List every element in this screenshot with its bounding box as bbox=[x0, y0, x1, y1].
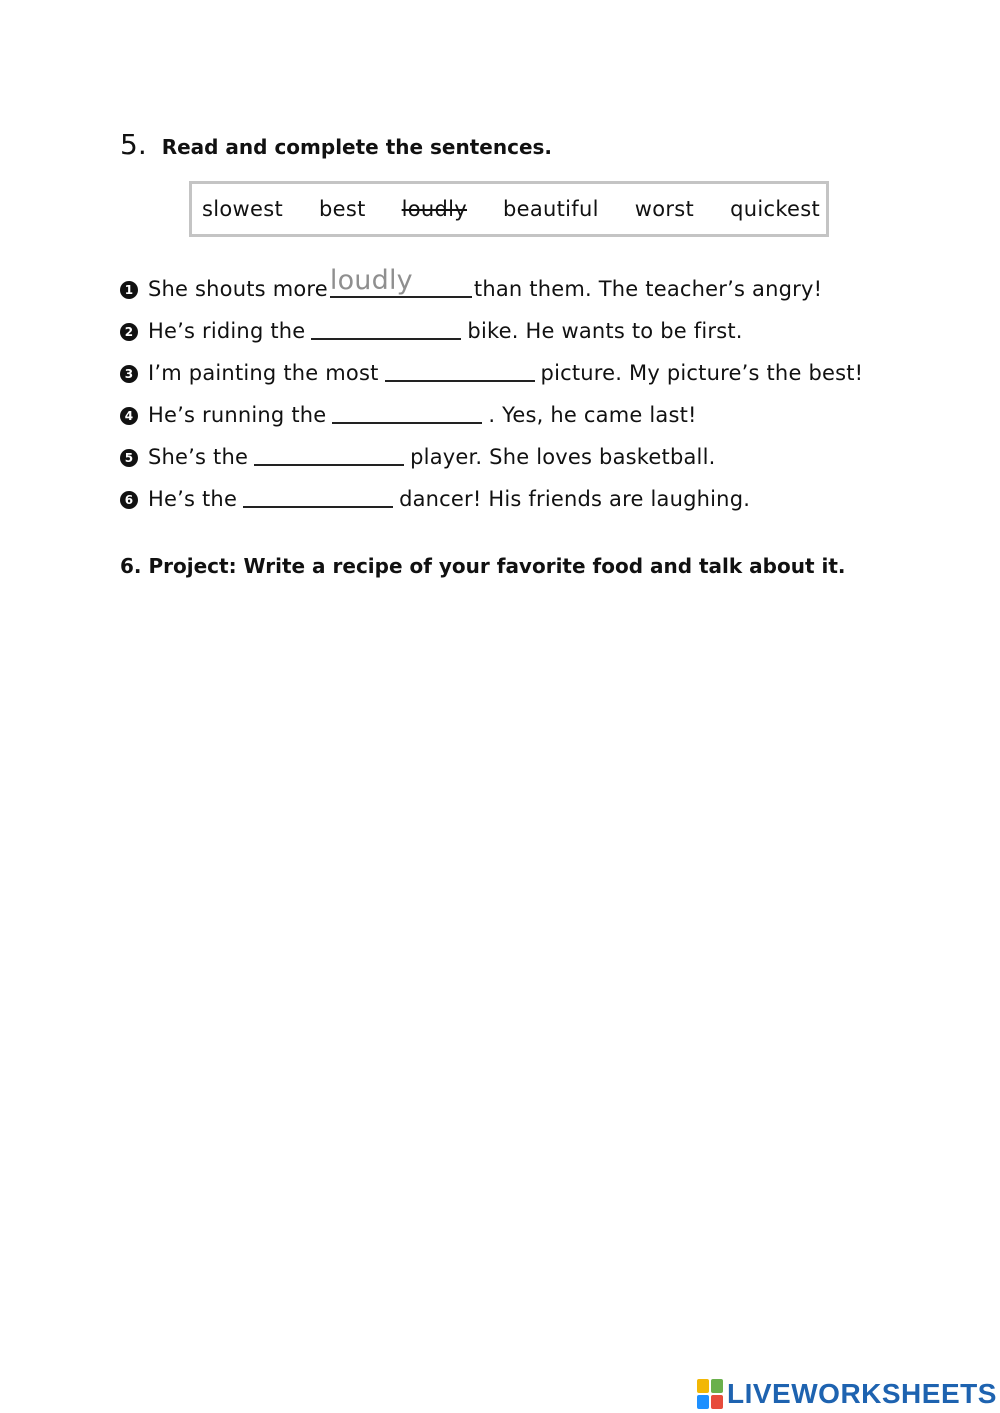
sentence-text-after: player. She loves basketball. bbox=[410, 445, 716, 469]
sentence-4 bbox=[120, 400, 697, 427]
sentence-text-before: He’s running the bbox=[148, 403, 327, 427]
number-marker: 1 bbox=[120, 281, 138, 299]
exercise-6-project: 6. Project: Write a recipe of your favorite food and talk about it. bbox=[120, 554, 846, 578]
word-bank-item-used: loudly bbox=[401, 197, 468, 221]
exercise-5-number: 5. bbox=[120, 128, 147, 161]
exercise-5-title bbox=[120, 128, 552, 161]
answer-blank-2[interactable] bbox=[311, 316, 461, 340]
sentence-5 bbox=[120, 442, 716, 469]
liveworksheets-logo-icon bbox=[697, 1379, 723, 1409]
sentence-text-after: picture. My picture’s the best! bbox=[540, 361, 864, 385]
sentence-text-after: than them. The teacher’s angry! bbox=[473, 277, 823, 301]
answer-blank-3[interactable] bbox=[385, 358, 535, 382]
answer-blank-6[interactable] bbox=[243, 484, 393, 508]
number-marker: 2 bbox=[120, 323, 138, 341]
sentence-1 bbox=[120, 265, 823, 301]
sentence-text-before: I’m painting the most bbox=[148, 361, 379, 385]
sentence-text-after: dancer! His friends are laughing. bbox=[399, 487, 751, 511]
exercise-5-instruction: Read and complete the sentences. bbox=[161, 135, 553, 159]
word-bank-item: best bbox=[319, 197, 366, 221]
word-bank-item: slowest bbox=[202, 197, 283, 221]
sentence-3 bbox=[120, 358, 863, 385]
number-marker: 4 bbox=[120, 407, 138, 425]
sentence-text-before: She’s the bbox=[148, 445, 249, 469]
liveworksheets-brand: LIVEWORKSHEETS bbox=[727, 1378, 997, 1409]
answer-blank-4[interactable] bbox=[332, 400, 482, 424]
answer-value: loudly bbox=[329, 265, 413, 296]
word-bank-item: beautiful bbox=[503, 197, 599, 221]
sentence-text-before: She shouts more bbox=[148, 277, 328, 301]
word-bank bbox=[189, 181, 829, 237]
answer-blank-5[interactable] bbox=[254, 442, 404, 466]
sentence-text-before: He’s riding the bbox=[148, 319, 306, 343]
sentence-2 bbox=[120, 316, 743, 343]
sentence-text-after: . Yes, he came last! bbox=[488, 403, 697, 427]
number-marker: 3 bbox=[120, 365, 138, 383]
sentence-6 bbox=[120, 484, 750, 511]
sentence-text-before: He’s the bbox=[148, 487, 238, 511]
number-marker: 5 bbox=[120, 449, 138, 467]
sentence-text-after: bike. He wants to be first. bbox=[467, 319, 743, 343]
word-bank-item: quickest bbox=[730, 197, 821, 221]
answer-blank-1[interactable] bbox=[329, 265, 472, 298]
liveworksheets-logo bbox=[697, 1378, 997, 1410]
number-marker: 6 bbox=[120, 491, 138, 509]
word-bank-item: worst bbox=[634, 197, 695, 221]
